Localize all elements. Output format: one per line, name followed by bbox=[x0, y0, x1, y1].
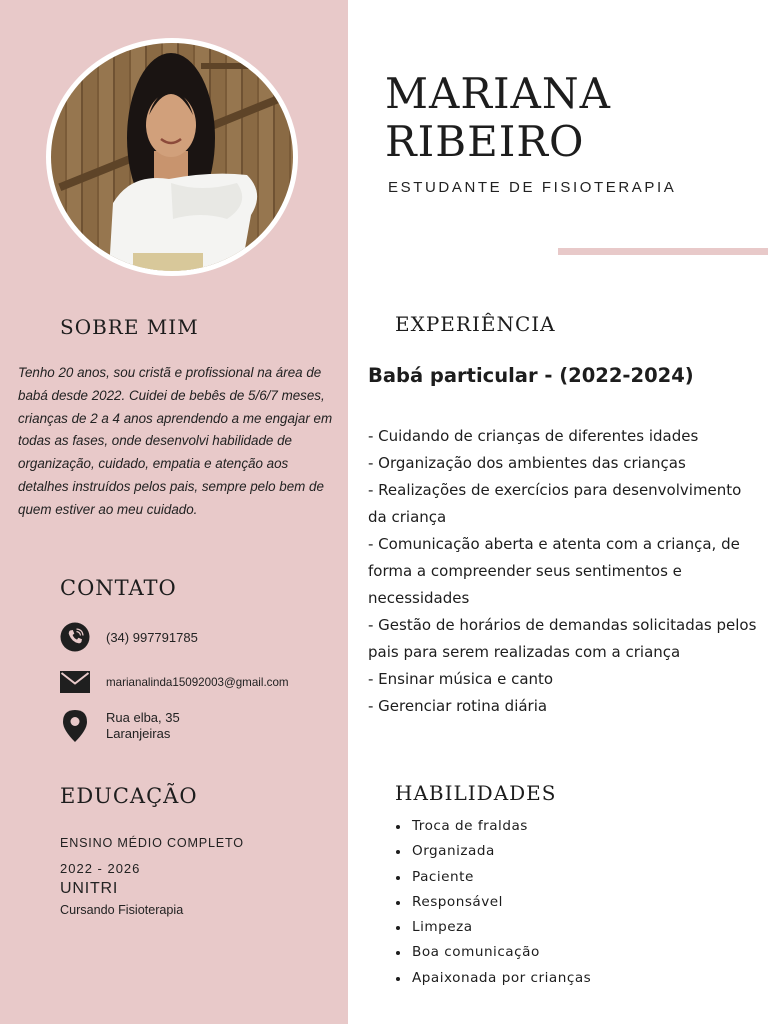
experience-item: - Gestão de horários de demandas solicitadas pelos pais para serem realizadas com a criança bbox=[368, 616, 757, 661]
skills-list bbox=[410, 814, 591, 991]
experience-item: - Realizações de exercícios para desenvolvimento da criança bbox=[368, 481, 742, 526]
contact-phone[interactable] bbox=[60, 622, 198, 652]
experience-item: - Organização dos ambientes das crianças bbox=[368, 454, 686, 472]
profile-photo-frame bbox=[46, 38, 298, 276]
about-text: Tenho 20 anos, sou cristã e profissional na área de babá desde 2022. Cuidei de bebês de 5/6/7 meses, crianças de 2 a 4 anos aprendendo a me engajar em todas as fases, onde desenvolvi habilidade de organização, cuidado, empatia e atenção aos detalhes instruídos pelos pais, sempre pelo bem de quem estiver ao meu cuidado. bbox=[18, 365, 333, 517]
address bbox=[106, 710, 180, 742]
profile-photo bbox=[51, 43, 293, 271]
experience-heading: EXPERIÊNCIA bbox=[395, 312, 556, 336]
experience-item: - Gerenciar rotina diária bbox=[368, 697, 548, 715]
education-institution: UNITRI bbox=[60, 880, 119, 897]
contact-address bbox=[60, 710, 180, 742]
contact-email[interactable] bbox=[60, 667, 289, 697]
email-address: marianalinda15092003@gmail.com bbox=[106, 675, 289, 689]
address-line-1: Rua elba, 35 bbox=[106, 710, 180, 725]
job-title: Babá particular - (2022-2024) bbox=[368, 364, 694, 387]
location-pin-icon bbox=[60, 711, 90, 741]
phone-icon bbox=[60, 622, 90, 652]
address-line-2: Laranjeiras bbox=[106, 726, 171, 741]
experience-item: - Cuidando de crianças de diferentes idades bbox=[368, 427, 699, 445]
name-line-2: RIBEIRO bbox=[385, 117, 585, 166]
experience-list bbox=[368, 423, 763, 720]
experience-item: - Ensinar música e canto bbox=[368, 670, 554, 688]
skill-item: • Boa comunicação bbox=[410, 940, 591, 965]
mail-icon bbox=[60, 667, 90, 697]
contact-heading: CONTATO bbox=[60, 576, 177, 600]
profile-photo-illustration bbox=[51, 43, 293, 271]
candidate-name bbox=[385, 70, 611, 166]
skill-item: • Troca de fraldas bbox=[410, 814, 591, 839]
accent-bar bbox=[558, 248, 768, 255]
education-level: ENSINO MÉDIO COMPLETO bbox=[60, 836, 244, 850]
candidate-role: ESTUDANTE DE FISIOTERAPIA bbox=[388, 179, 677, 196]
experience-item: - Comunicação aberta e atenta com a criança, de forma a compreender seus sentimentos e necessidades bbox=[368, 535, 740, 607]
skill-item: • Limpeza bbox=[410, 915, 591, 940]
about-heading: SOBRE MIM bbox=[60, 315, 199, 339]
education-period: 2022 - 2026 bbox=[60, 861, 141, 876]
name-line-1: MARIANA bbox=[385, 69, 611, 118]
skills-heading: HABILIDADES bbox=[395, 781, 557, 805]
skill-item: • Apaixonada por crianças bbox=[410, 966, 591, 991]
education-course: Cursando Fisioterapia bbox=[60, 903, 184, 917]
education-heading: EDUCAÇÃO bbox=[60, 784, 198, 808]
skill-item: • Responsável bbox=[410, 890, 591, 915]
skill-item: • Organizada bbox=[410, 839, 591, 864]
skill-item: • Paciente bbox=[410, 865, 591, 890]
phone-number: (34) 997791785 bbox=[106, 629, 198, 645]
